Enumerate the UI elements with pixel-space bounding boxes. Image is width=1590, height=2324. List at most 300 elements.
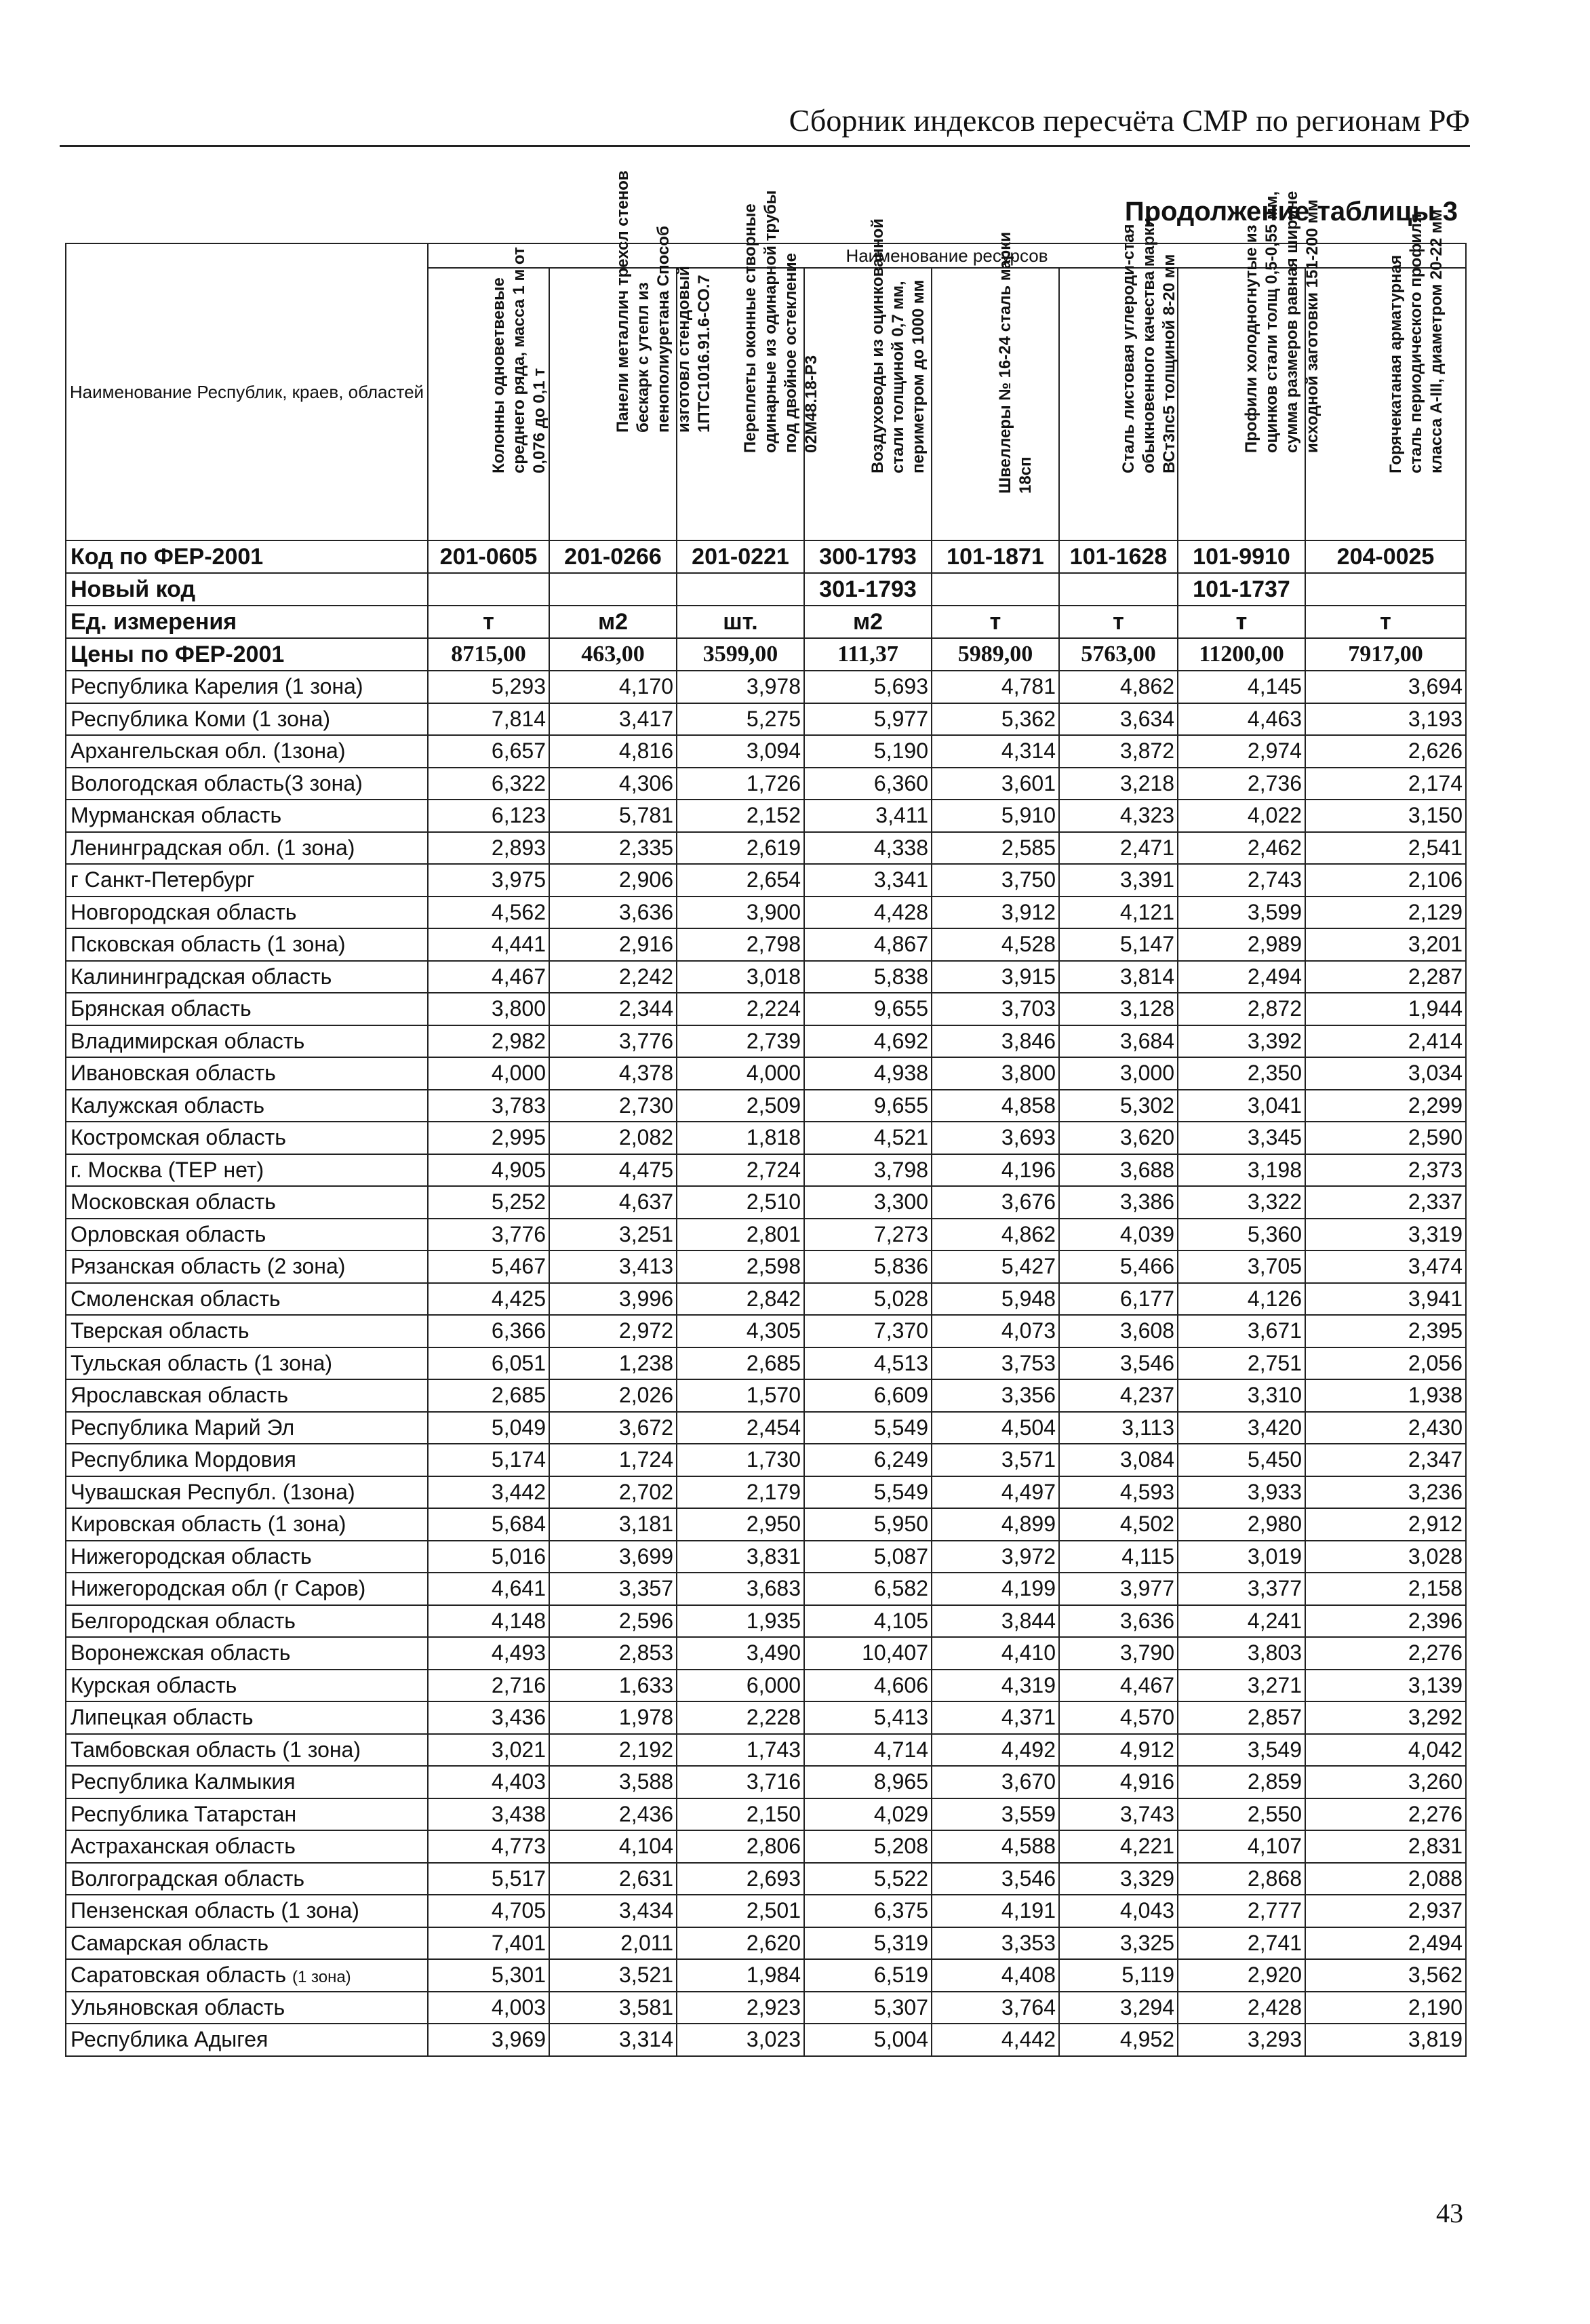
unit-row-value: т bbox=[932, 606, 1059, 638]
index-value: 2,619 bbox=[677, 832, 804, 865]
index-value: 2,716 bbox=[428, 1670, 549, 1702]
table-row bbox=[66, 1798, 1466, 1831]
index-value: 2,174 bbox=[1305, 768, 1466, 800]
index-value: 2,462 bbox=[1178, 832, 1305, 865]
region-name: Республика Коми (1 зона) bbox=[71, 706, 331, 731]
index-value: 3,933 bbox=[1178, 1476, 1305, 1509]
index-value: 4,237 bbox=[1059, 1379, 1178, 1412]
region-name-cell bbox=[66, 1670, 428, 1702]
index-value: 2,982 bbox=[428, 1025, 549, 1058]
index-value: 2,730 bbox=[549, 1090, 677, 1122]
index-value: 1,984 bbox=[677, 1959, 804, 1992]
index-value: 3,150 bbox=[1305, 800, 1466, 832]
index-value: 4,593 bbox=[1059, 1476, 1178, 1509]
index-value: 3,546 bbox=[932, 1863, 1059, 1895]
index-value: 9,655 bbox=[804, 993, 932, 1025]
index-value: 3,438 bbox=[428, 1798, 549, 1831]
resource-name: Переплеты оконные створные одинарные из одинарной трубы под двойное остекление 02М48.18-Р3 bbox=[741, 190, 820, 453]
region-name: Белгородская область bbox=[71, 1608, 296, 1633]
index-value: 3,716 bbox=[677, 1766, 804, 1798]
index-value: 4,199 bbox=[932, 1573, 1059, 1605]
index-value: 1,633 bbox=[549, 1670, 677, 1702]
index-value: 4,938 bbox=[804, 1057, 932, 1090]
index-value: 3,018 bbox=[677, 961, 804, 993]
index-value: 3,000 bbox=[1059, 1057, 1178, 1090]
index-value: 3,694 bbox=[1305, 671, 1466, 703]
region-name: г. Москва (ТЕР нет) bbox=[71, 1157, 264, 1182]
region-name: Ивановская область bbox=[71, 1061, 276, 1086]
index-value: 5,517 bbox=[428, 1863, 549, 1895]
region-name-suffix: (1 зона) bbox=[292, 1968, 351, 1987]
index-value: 5,360 bbox=[1178, 1219, 1305, 1251]
index-value: 3,236 bbox=[1305, 1476, 1466, 1509]
region-name-cell bbox=[66, 1895, 428, 1927]
index-value: 2,806 bbox=[677, 1830, 804, 1863]
index-value: 4,323 bbox=[1059, 800, 1178, 832]
index-value: 3,790 bbox=[1059, 1637, 1178, 1670]
region-name-cell bbox=[66, 1057, 428, 1090]
index-value: 7,370 bbox=[804, 1315, 932, 1347]
unit-row-value: шт. bbox=[677, 606, 804, 638]
index-value: 3,413 bbox=[549, 1250, 677, 1283]
index-value: 2,026 bbox=[549, 1379, 677, 1412]
index-value: 4,029 bbox=[804, 1798, 932, 1831]
unit-row bbox=[66, 606, 1466, 638]
region-name: Ульяновская область bbox=[71, 1994, 285, 2020]
index-value: 4,513 bbox=[804, 1347, 932, 1380]
index-value: 3,636 bbox=[549, 897, 677, 929]
index-value: 3,670 bbox=[932, 1766, 1059, 1798]
table-row bbox=[66, 1927, 1466, 1960]
index-value: 5,301 bbox=[428, 1959, 549, 1992]
index-value: 3,521 bbox=[549, 1959, 677, 1992]
index-value: 4,692 bbox=[804, 1025, 932, 1058]
region-name: Московская область bbox=[71, 1189, 276, 1215]
table-row bbox=[66, 1186, 1466, 1219]
code-row-value: 201-0221 bbox=[677, 540, 804, 573]
index-value: 4,781 bbox=[932, 671, 1059, 703]
index-value: 3,293 bbox=[1178, 2024, 1305, 2056]
index-value: 5,147 bbox=[1059, 928, 1178, 961]
table-row bbox=[66, 703, 1466, 736]
region-name-cell bbox=[66, 864, 428, 897]
index-value: 4,107 bbox=[1178, 1830, 1305, 1863]
index-value: 2,056 bbox=[1305, 1347, 1466, 1380]
index-value: 2,995 bbox=[428, 1122, 549, 1154]
index-value: 3,341 bbox=[804, 864, 932, 897]
region-name-cell bbox=[66, 1315, 428, 1347]
region-name: Калининградская область bbox=[71, 964, 332, 989]
index-value: 6,519 bbox=[804, 1959, 932, 1992]
region-name: Республика Адыгея bbox=[71, 2027, 269, 2052]
index-value: 3,094 bbox=[677, 735, 804, 768]
index-value: 2,937 bbox=[1305, 1895, 1466, 1927]
index-value: 3,417 bbox=[549, 703, 677, 736]
new-code-row-value bbox=[677, 573, 804, 606]
index-value: 4,148 bbox=[428, 1605, 549, 1638]
index-value: 2,596 bbox=[549, 1605, 677, 1638]
index-value: 1,730 bbox=[677, 1444, 804, 1476]
table-row bbox=[66, 671, 1466, 703]
index-value: 3,977 bbox=[1059, 1573, 1178, 1605]
code-row-value: 101-1628 bbox=[1059, 540, 1178, 573]
index-value: 2,859 bbox=[1178, 1766, 1305, 1798]
index-value: 3,705 bbox=[1178, 1250, 1305, 1283]
index-value: 3,310 bbox=[1178, 1379, 1305, 1412]
index-value: 2,972 bbox=[549, 1315, 677, 1347]
index-value: 2,106 bbox=[1305, 864, 1466, 897]
table-row bbox=[66, 993, 1466, 1025]
new-code-row-value bbox=[549, 573, 677, 606]
region-name: Курская область bbox=[71, 1672, 237, 1697]
index-value: 1,238 bbox=[549, 1347, 677, 1380]
table-row bbox=[66, 1508, 1466, 1541]
index-value: 4,338 bbox=[804, 832, 932, 865]
index-value: 3,844 bbox=[932, 1605, 1059, 1638]
index-value: 2,430 bbox=[1305, 1412, 1466, 1444]
table-row bbox=[66, 1830, 1466, 1863]
table-row bbox=[66, 1412, 1466, 1444]
code-row-value: 201-0266 bbox=[549, 540, 677, 573]
index-value: 7,273 bbox=[804, 1219, 932, 1251]
resource-name: Панели металлич трехсл стенов бескарк с утепл из пенополиуретана Способ изготовл стендовый 1ПТС1016.91.6-СО.7 bbox=[614, 170, 713, 433]
index-value: 3,588 bbox=[549, 1766, 677, 1798]
unit-row-value: м2 bbox=[549, 606, 677, 638]
price-row-label: Цены по ФЕР-2001 bbox=[66, 638, 428, 671]
new-code-row-value bbox=[428, 573, 549, 606]
index-value: 3,128 bbox=[1059, 993, 1178, 1025]
index-value: 4,442 bbox=[932, 2024, 1059, 2056]
region-name: Ленинградская обл. (1 зона) bbox=[71, 835, 355, 860]
table-row bbox=[66, 735, 1466, 768]
index-value: 4,912 bbox=[1059, 1734, 1178, 1767]
index-value: 4,000 bbox=[428, 1057, 549, 1090]
region-name: Волгоградская область bbox=[71, 1866, 305, 1891]
index-value: 6,177 bbox=[1059, 1283, 1178, 1316]
index-value: 3,819 bbox=[1305, 2024, 1466, 2056]
region-name: Республика Мордовия bbox=[71, 1447, 296, 1472]
index-value: 3,271 bbox=[1178, 1670, 1305, 1702]
new-code-row-label: Новый код bbox=[66, 573, 428, 606]
resource-column-header bbox=[804, 218, 932, 540]
index-value: 5,466 bbox=[1059, 1250, 1178, 1283]
index-value: 2,510 bbox=[677, 1186, 804, 1219]
region-name: Республика Марий Эл bbox=[71, 1415, 295, 1440]
price-row-value: 5763,00 bbox=[1059, 638, 1178, 671]
resource-name: Профили холодногнутые из оцинков стали толщ 0,5-0,55 мм, сумма размеров равная ширине исходной заготовки 151-200 мм bbox=[1242, 191, 1321, 453]
index-value: 2,598 bbox=[677, 1250, 804, 1283]
unit-row-value: т bbox=[1059, 606, 1178, 638]
region-name: Архангельская обл. (1зона) bbox=[71, 738, 346, 764]
index-value: 2,287 bbox=[1305, 961, 1466, 993]
index-value: 2,868 bbox=[1178, 1863, 1305, 1895]
index-value: 1,938 bbox=[1305, 1379, 1466, 1412]
region-name-cell bbox=[66, 897, 428, 929]
index-value: 5,948 bbox=[932, 1283, 1059, 1316]
index-value: 3,743 bbox=[1059, 1798, 1178, 1831]
price-row bbox=[66, 638, 1466, 671]
region-name: Орловская область bbox=[71, 1221, 266, 1246]
index-value: 3,314 bbox=[549, 2024, 677, 2056]
index-value: 2,893 bbox=[428, 832, 549, 865]
index-value: 4,003 bbox=[428, 1992, 549, 2024]
index-value: 2,751 bbox=[1178, 1347, 1305, 1380]
index-value: 3,084 bbox=[1059, 1444, 1178, 1476]
index-value: 3,329 bbox=[1059, 1863, 1178, 1895]
index-value: 4,305 bbox=[677, 1315, 804, 1347]
region-name-cell bbox=[66, 2024, 428, 2056]
index-value: 5,522 bbox=[804, 1863, 932, 1895]
index-value: 5,016 bbox=[428, 1541, 549, 1573]
index-value: 2,693 bbox=[677, 1863, 804, 1895]
index-value: 2,724 bbox=[677, 1154, 804, 1187]
region-name: Нижегородская обл (г Саров) bbox=[71, 1576, 366, 1601]
index-value: 3,571 bbox=[932, 1444, 1059, 1476]
index-value: 1,726 bbox=[677, 768, 804, 800]
index-value: 5,950 bbox=[804, 1508, 932, 1541]
unit-row-value: м2 bbox=[804, 606, 932, 638]
code-row-value: 300-1793 bbox=[804, 540, 932, 573]
index-value: 4,000 bbox=[677, 1057, 804, 1090]
index-value: 2,337 bbox=[1305, 1186, 1466, 1219]
region-name-cell bbox=[66, 1959, 428, 1992]
index-value: 4,104 bbox=[549, 1830, 677, 1863]
region-name-cell bbox=[66, 1347, 428, 1380]
index-value: 2,179 bbox=[677, 1476, 804, 1509]
resource-name: Колонны одноветвевые среднего ряда, масса 1 м от 0,076 до 0,1 т bbox=[489, 247, 549, 473]
region-name-cell bbox=[66, 1992, 428, 2024]
index-value: 4,319 bbox=[932, 1670, 1059, 1702]
table-row bbox=[66, 1250, 1466, 1283]
index-value: 3,634 bbox=[1059, 703, 1178, 736]
index-value: 4,570 bbox=[1059, 1701, 1178, 1734]
index-value: 6,582 bbox=[804, 1573, 932, 1605]
index-value: 5,049 bbox=[428, 1412, 549, 1444]
index-value: 5,004 bbox=[804, 2024, 932, 2056]
index-value: 2,454 bbox=[677, 1412, 804, 1444]
price-row-value: 5989,00 bbox=[932, 638, 1059, 671]
table-row bbox=[66, 1315, 1466, 1347]
index-value: 1,570 bbox=[677, 1379, 804, 1412]
index-value: 3,915 bbox=[932, 961, 1059, 993]
price-row-value: 111,37 bbox=[804, 638, 932, 671]
index-value: 2,801 bbox=[677, 1219, 804, 1251]
index-value: 2,299 bbox=[1305, 1090, 1466, 1122]
index-value: 4,606 bbox=[804, 1670, 932, 1702]
table-row bbox=[66, 1766, 1466, 1798]
region-name-cell bbox=[66, 703, 428, 736]
resource-column-header bbox=[1178, 191, 1321, 540]
table-row bbox=[66, 1895, 1466, 1927]
index-value: 5,549 bbox=[804, 1476, 932, 1509]
index-value: 3,798 bbox=[804, 1154, 932, 1187]
resource-name: Горячекатаная арматурная сталь периодического профиля класса А-III, диаметром 20-22 мм bbox=[1386, 209, 1446, 473]
index-value: 4,408 bbox=[932, 1959, 1059, 1992]
index-value: 4,528 bbox=[932, 928, 1059, 961]
table-row bbox=[66, 832, 1466, 865]
resource-column-header bbox=[677, 190, 820, 540]
index-value: 4,043 bbox=[1059, 1895, 1178, 1927]
index-value: 3,814 bbox=[1059, 961, 1178, 993]
region-name-cell bbox=[66, 1219, 428, 1251]
price-row-value: 7917,00 bbox=[1305, 638, 1466, 671]
unit-row-value: т bbox=[428, 606, 549, 638]
region-name-cell bbox=[66, 1412, 428, 1444]
region-name-cell bbox=[66, 1476, 428, 1509]
table-row bbox=[66, 1734, 1466, 1767]
index-value: 4,641 bbox=[428, 1573, 549, 1605]
table-row bbox=[66, 1283, 1466, 1316]
index-value: 2,585 bbox=[932, 832, 1059, 865]
index-value: 3,636 bbox=[1059, 1605, 1178, 1638]
index-value: 3,181 bbox=[549, 1508, 677, 1541]
index-value: 4,502 bbox=[1059, 1508, 1178, 1541]
index-value: 6,123 bbox=[428, 800, 549, 832]
index-value: 2,129 bbox=[1305, 897, 1466, 929]
table-row bbox=[66, 1347, 1466, 1380]
region-name: Республика Карелия (1 зона) bbox=[71, 674, 363, 699]
index-value: 5,028 bbox=[804, 1283, 932, 1316]
new-code-row-value: 101-1737 bbox=[1178, 573, 1305, 606]
region-name-cell bbox=[66, 1734, 428, 1767]
region-name-cell bbox=[66, 1798, 428, 1831]
index-value: 2,550 bbox=[1178, 1798, 1305, 1831]
region-name-cell bbox=[66, 928, 428, 961]
index-value: 3,803 bbox=[1178, 1637, 1305, 1670]
index-value: 3,345 bbox=[1178, 1122, 1305, 1154]
region-name-cell bbox=[66, 1830, 428, 1863]
resource-column-header bbox=[1305, 209, 1466, 540]
index-value: 3,703 bbox=[932, 993, 1059, 1025]
index-value: 2,620 bbox=[677, 1927, 804, 1960]
index-value: 3,294 bbox=[1059, 1992, 1178, 2024]
index-value: 3,676 bbox=[932, 1186, 1059, 1219]
index-value: 3,688 bbox=[1059, 1154, 1178, 1187]
table-row bbox=[66, 1959, 1466, 1992]
index-value: 2,831 bbox=[1305, 1830, 1466, 1863]
resource-name: Швеллеры № 16-24 сталь марки 18сп bbox=[996, 231, 1035, 494]
index-value: 5,362 bbox=[932, 703, 1059, 736]
index-value: 4,425 bbox=[428, 1283, 549, 1316]
index-value: 1,978 bbox=[549, 1701, 677, 1734]
index-value: 5,413 bbox=[804, 1701, 932, 1734]
new-code-row bbox=[66, 573, 1466, 606]
index-value: 3,608 bbox=[1059, 1315, 1178, 1347]
index-value: 9,655 bbox=[804, 1090, 932, 1122]
index-value: 3,391 bbox=[1059, 864, 1178, 897]
region-name: Костромская область bbox=[71, 1125, 286, 1150]
index-value: 4,521 bbox=[804, 1122, 932, 1154]
index-value: 4,714 bbox=[804, 1734, 932, 1767]
index-value: 5,119 bbox=[1059, 1959, 1178, 1992]
index-value: 4,905 bbox=[428, 1154, 549, 1187]
index-value: 2,011 bbox=[549, 1927, 677, 1960]
index-value: 4,126 bbox=[1178, 1283, 1305, 1316]
index-value: 4,410 bbox=[932, 1637, 1059, 1670]
index-value: 4,816 bbox=[549, 735, 677, 768]
index-value: 3,672 bbox=[549, 1412, 677, 1444]
index-value: 5,838 bbox=[804, 961, 932, 993]
index-value: 3,831 bbox=[677, 1541, 804, 1573]
index-value: 2,428 bbox=[1178, 1992, 1305, 2024]
index-value: 3,683 bbox=[677, 1573, 804, 1605]
code-row-label: Код по ФЕР-2001 bbox=[66, 540, 428, 573]
region-name: Самарская область bbox=[71, 1930, 269, 1955]
index-value: 3,753 bbox=[932, 1347, 1059, 1380]
index-value: 4,371 bbox=[932, 1701, 1059, 1734]
index-value: 2,501 bbox=[677, 1895, 804, 1927]
index-value: 4,196 bbox=[932, 1154, 1059, 1187]
index-value: 10,407 bbox=[804, 1637, 932, 1670]
index-value: 6,366 bbox=[428, 1315, 549, 1347]
resource-name: Воздуховоды из оцинкованной стали толщиной 0,7 мм, периметром до 1000 мм bbox=[869, 218, 928, 473]
index-value: 3,386 bbox=[1059, 1186, 1178, 1219]
index-value: 2,739 bbox=[677, 1025, 804, 1058]
index-value: 2,373 bbox=[1305, 1154, 1466, 1187]
price-row-value: 8715,00 bbox=[428, 638, 549, 671]
index-value: 1,724 bbox=[549, 1444, 677, 1476]
index-value: 4,145 bbox=[1178, 671, 1305, 703]
index-value: 2,335 bbox=[549, 832, 677, 865]
index-value: 3,941 bbox=[1305, 1283, 1466, 1316]
index-value: 2,906 bbox=[549, 864, 677, 897]
region-name-cell bbox=[66, 768, 428, 800]
index-value: 3,034 bbox=[1305, 1057, 1466, 1090]
index-value: 3,474 bbox=[1305, 1250, 1466, 1283]
index-value: 6,375 bbox=[804, 1895, 932, 1927]
index-value: 3,776 bbox=[428, 1219, 549, 1251]
index-value: 4,441 bbox=[428, 928, 549, 961]
region-name-cell bbox=[66, 1701, 428, 1734]
index-value: 3,260 bbox=[1305, 1766, 1466, 1798]
region-name-cell bbox=[66, 1379, 428, 1412]
index-value: 3,113 bbox=[1059, 1412, 1178, 1444]
region-name-cell bbox=[66, 671, 428, 703]
price-row-value: 11200,00 bbox=[1178, 638, 1305, 671]
index-value: 3,972 bbox=[932, 1541, 1059, 1573]
region-name-cell bbox=[66, 832, 428, 865]
index-value: 3,693 bbox=[932, 1122, 1059, 1154]
unit-row-value: т bbox=[1305, 606, 1466, 638]
index-value: 2,626 bbox=[1305, 735, 1466, 768]
index-value: 3,800 bbox=[932, 1057, 1059, 1090]
index-value: 4,073 bbox=[932, 1315, 1059, 1347]
index-value: 4,492 bbox=[932, 1734, 1059, 1767]
region-name-cell bbox=[66, 1766, 428, 1798]
region-name: Воронежская область bbox=[71, 1640, 291, 1666]
index-value: 5,427 bbox=[932, 1250, 1059, 1283]
index-value: 2,912 bbox=[1305, 1508, 1466, 1541]
index-value: 3,442 bbox=[428, 1476, 549, 1509]
index-value: 5,319 bbox=[804, 1927, 932, 1960]
table-row bbox=[66, 1122, 1466, 1154]
index-value: 2,395 bbox=[1305, 1315, 1466, 1347]
index-value: 5,450 bbox=[1178, 1444, 1305, 1476]
index-value: 5,208 bbox=[804, 1830, 932, 1863]
index-value: 7,401 bbox=[428, 1927, 549, 1960]
table-row bbox=[66, 2024, 1466, 2056]
price-row-value: 463,00 bbox=[549, 638, 677, 671]
index-value: 2,853 bbox=[549, 1637, 677, 1670]
region-name-cell bbox=[66, 1154, 428, 1187]
index-value: 3,434 bbox=[549, 1895, 677, 1927]
index-value: 4,467 bbox=[428, 961, 549, 993]
index-value: 2,350 bbox=[1178, 1057, 1305, 1090]
index-value: 1,944 bbox=[1305, 993, 1466, 1025]
index-value: 3,975 bbox=[428, 864, 549, 897]
index-value: 5,781 bbox=[549, 800, 677, 832]
index-value: 2,923 bbox=[677, 1992, 804, 2024]
